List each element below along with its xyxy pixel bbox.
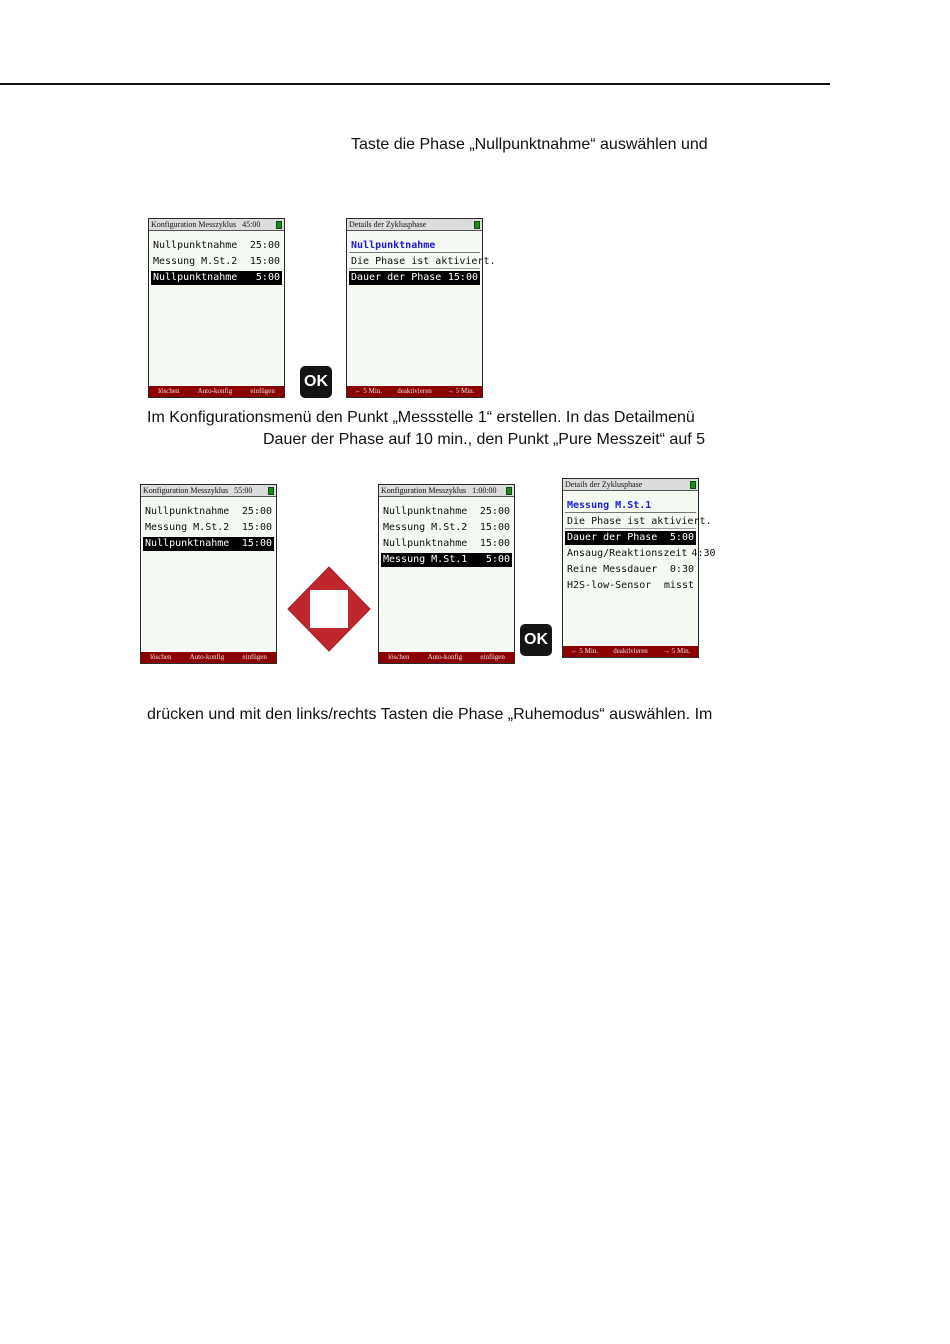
phase-label: Messung M.St.2 (145, 522, 230, 533)
list-item-selected[interactable] (381, 553, 512, 567)
list-item[interactable] (381, 537, 512, 551)
setting-label: Reine Messdauer (567, 564, 658, 575)
phase-status (565, 515, 712, 529)
softkey-deactivate[interactable]: deaktivieren (613, 647, 648, 655)
phase-label: Messung M.St.2 (383, 522, 468, 533)
paragraph-1: Taste die Phase „Nullpunktnahme“ auswählen und (351, 136, 708, 153)
softkey-delete[interactable]: löschen (388, 653, 410, 661)
phase-label: Messung M.St.1 (383, 554, 468, 565)
device-screen-phase-details-2 (562, 478, 716, 658)
phase-name-heading (349, 239, 480, 253)
setting-label: Ansaug/Reaktionszeit (567, 548, 688, 559)
setting-value: 5:00 (669, 532, 694, 543)
screen-header (141, 485, 276, 497)
cycle-total-time: 1:00:00 (472, 486, 497, 495)
softkey-deactivate[interactable]: deaktivieren (397, 387, 432, 395)
phase-name-heading (565, 499, 696, 513)
top-rule (0, 83, 830, 85)
phase-duration: 15:00 (241, 522, 272, 533)
phase-duration: 15:00 (241, 538, 272, 549)
screen-header (379, 485, 514, 497)
softkey-insert[interactable]: einfügen (242, 653, 267, 661)
softkey-bar (149, 386, 284, 397)
battery-icon (276, 221, 282, 229)
screen-title: Konfiguration Messzyklus (143, 486, 229, 495)
device-screen-phase-details-1 (346, 218, 496, 398)
list-item[interactable] (143, 505, 274, 519)
battery-icon (690, 481, 696, 489)
phase-label: Nullpunktnahme (153, 272, 238, 283)
phase-duration: 15:00 (479, 538, 510, 549)
ok-button-icon: OK (300, 366, 332, 398)
setting-value: 0:30 (669, 564, 694, 575)
battery-icon (506, 487, 512, 495)
cycle-total-time: 45:00 (242, 220, 261, 229)
screen-header (347, 219, 482, 231)
list-item[interactable] (565, 547, 716, 561)
screen-title: Konfiguration Messzyklus (151, 220, 237, 229)
setting-value: 4:30 (691, 548, 716, 559)
screen-header (149, 219, 284, 231)
ok-button-icon: OK (520, 624, 552, 656)
softkey-auto-config[interactable]: Auto-konfig (427, 653, 463, 661)
softkey-insert[interactable]: einfügen (250, 387, 275, 395)
softkey-minus-5[interactable]: ← 5 Min. (354, 387, 383, 395)
paragraph-3: Dauer der Phase auf 10 min., den Punkt „Pure Messzeit“ auf 5 (263, 431, 706, 448)
softkey-insert[interactable]: einfügen (480, 653, 505, 661)
setting-label: Dauer der Phase (351, 272, 442, 283)
softkey-bar (347, 386, 482, 397)
softkey-bar (141, 652, 276, 663)
phase-duration: 15:00 (479, 522, 510, 533)
softkey-auto-config[interactable]: Auto-konfig (189, 653, 225, 661)
paragraph-4: drücken und mit den links/rechts Tasten die Phase „Ruhemodus“ auswählen. Im (147, 706, 713, 723)
phase-name: Messung M.St.1 (567, 500, 652, 511)
battery-icon (474, 221, 480, 229)
setting-label: H2S-low-Sensor (567, 580, 652, 591)
setting-label: Dauer der Phase (567, 532, 658, 543)
phase-label: Nullpunktnahme (383, 506, 468, 517)
list-item-selected[interactable] (349, 271, 480, 285)
list-item-selected[interactable] (151, 271, 282, 285)
dpad-navigation-icon (286, 565, 372, 653)
screen-title: Details der Zyklusphase (349, 220, 427, 229)
phase-duration: 25:00 (241, 506, 272, 517)
setting-value: 15:00 (447, 272, 478, 283)
phase-duration: 25:00 (479, 506, 510, 517)
phase-label: Nullpunktnahme (145, 506, 230, 517)
list-item[interactable] (381, 521, 512, 535)
softkey-bar (379, 652, 514, 663)
list-item[interactable] (381, 505, 512, 519)
list-item-selected[interactable] (565, 531, 696, 545)
device-screen-cycle-config-3 (378, 484, 515, 664)
status-text: Die Phase ist aktiviert. (351, 256, 496, 267)
list-item[interactable] (565, 579, 696, 593)
setting-value: misst (663, 580, 694, 591)
battery-icon (268, 487, 274, 495)
phase-label: Messung M.St.2 (153, 256, 238, 267)
paragraph-2: Im Konfigurationsmenü den Punkt „Messstelle 1“ erstellen. In das Detailmenü (147, 409, 695, 426)
device-screen-cycle-config-2 (140, 484, 277, 664)
cycle-total-time: 55:00 (234, 486, 253, 495)
list-item[interactable] (151, 255, 282, 269)
screen-header (563, 479, 698, 491)
softkey-delete[interactable]: löschen (158, 387, 180, 395)
screen-title: Details der Zyklusphase (565, 480, 643, 489)
softkey-bar (563, 646, 698, 657)
list-item[interactable] (565, 563, 696, 577)
phase-name: Nullpunktnahme (351, 240, 436, 251)
softkey-minus-5[interactable]: ← 5 Min. (570, 647, 599, 655)
device-screen-cycle-config-1 (148, 218, 285, 398)
softkey-delete[interactable]: löschen (150, 653, 172, 661)
phase-label: Nullpunktnahme (153, 240, 238, 251)
softkey-plus-5[interactable]: → 5 Min. (446, 387, 475, 395)
status-text: Die Phase ist aktiviert. (567, 516, 712, 527)
phase-duration: 5:00 (485, 554, 510, 565)
screen-title: Konfiguration Messzyklus (381, 486, 467, 495)
softkey-plus-5[interactable]: → 5 Min. (662, 647, 691, 655)
softkey-auto-config[interactable]: Auto-konfig (197, 387, 233, 395)
phase-duration: 25:00 (249, 240, 280, 251)
phase-duration: 15:00 (249, 256, 280, 267)
phase-status (349, 255, 496, 269)
list-item-selected[interactable] (143, 537, 274, 551)
list-item[interactable] (143, 521, 274, 535)
list-item[interactable] (151, 239, 282, 253)
phase-label: Nullpunktnahme (145, 538, 230, 549)
phase-label: Nullpunktnahme (383, 538, 468, 549)
phase-duration: 5:00 (255, 272, 280, 283)
